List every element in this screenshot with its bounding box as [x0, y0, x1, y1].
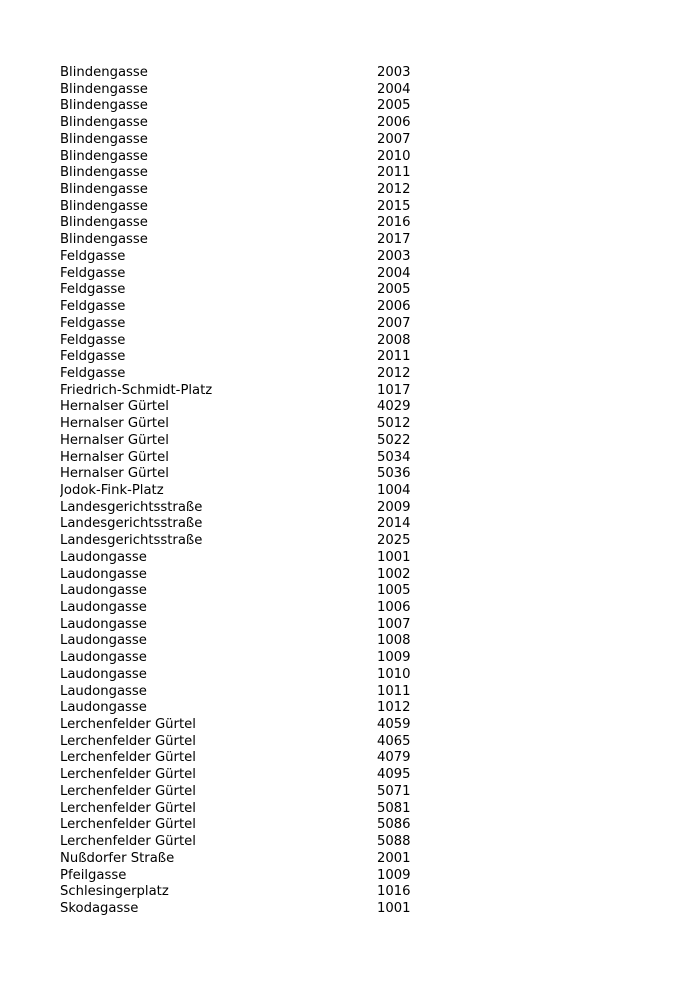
street-name-cell: Laudongasse	[60, 666, 147, 682]
street-name-cell: Feldgasse	[60, 248, 126, 264]
street-name-cell: Nußdorfer Straße	[60, 850, 175, 866]
code-cell: 2003	[377, 65, 411, 80]
code-cell: 5086	[377, 817, 411, 833]
table-row	[60, 868, 440, 885]
table-row	[60, 215, 440, 232]
street-name-cell: Friedrich-Schmidt-Platz	[60, 382, 213, 398]
code-cell: 1010	[377, 666, 411, 682]
street-name-cell: Blindengasse	[60, 98, 148, 114]
street-name-cell: Blindengasse	[60, 182, 148, 198]
street-code-table	[60, 65, 440, 918]
table-row	[60, 316, 440, 333]
table-row	[60, 65, 440, 82]
table-row	[60, 767, 440, 784]
table-row	[60, 717, 440, 734]
table-row	[60, 383, 440, 400]
street-name-cell: Blindengasse	[60, 65, 148, 80]
street-name-cell: Laudongasse	[60, 583, 147, 599]
table-row	[60, 633, 440, 650]
street-name-cell: Feldgasse	[60, 282, 126, 298]
table-row	[60, 149, 440, 166]
table-row	[60, 500, 440, 517]
street-name-cell: Hernalser Gürtel	[60, 416, 169, 432]
code-cell: 4095	[377, 767, 411, 783]
code-cell: 2007	[377, 131, 411, 147]
table-row	[60, 617, 440, 634]
code-cell: 5036	[377, 466, 411, 482]
street-name-cell: Lerchenfelder Gürtel	[60, 733, 196, 749]
table-row	[60, 450, 440, 467]
table-row	[60, 650, 440, 667]
code-cell: 2007	[377, 315, 411, 331]
street-name-cell: Hernalser Gürtel	[60, 449, 169, 465]
street-name-cell: Schlesingerplatz	[60, 884, 169, 900]
street-name-cell: Lerchenfelder Gürtel	[60, 834, 196, 850]
street-name-cell: Landesgerichtsstraße	[60, 499, 203, 515]
table-row	[60, 567, 440, 584]
code-cell: 5071	[377, 783, 411, 799]
table-row	[60, 132, 440, 149]
code-cell: 2011	[377, 349, 411, 365]
table-row	[60, 466, 440, 483]
table-row	[60, 817, 440, 834]
code-cell: 2010	[377, 148, 411, 164]
table-row	[60, 349, 440, 366]
street-name-cell: Feldgasse	[60, 365, 126, 381]
street-name-cell: Blindengasse	[60, 232, 148, 248]
table-row	[60, 901, 440, 918]
code-cell: 1001	[377, 900, 411, 916]
table-row	[60, 667, 440, 684]
code-cell: 1008	[377, 633, 411, 649]
code-cell: 2005	[377, 282, 411, 298]
code-cell: 2016	[377, 215, 411, 231]
table-row	[60, 165, 440, 182]
code-cell: 2001	[377, 850, 411, 866]
code-cell: 1001	[377, 549, 411, 565]
street-name-cell: Laudongasse	[60, 616, 147, 632]
code-cell: 4079	[377, 750, 411, 766]
street-name-cell: Blindengasse	[60, 165, 148, 181]
street-name-cell: Lerchenfelder Gürtel	[60, 800, 196, 816]
street-name-cell: Blindengasse	[60, 148, 148, 164]
code-cell: 4029	[377, 399, 411, 415]
table-row	[60, 734, 440, 751]
street-name-cell: Feldgasse	[60, 315, 126, 331]
code-cell: 5012	[377, 416, 411, 432]
code-cell: 2004	[377, 265, 411, 281]
street-name-cell: Lerchenfelder Gürtel	[60, 817, 196, 833]
table-row	[60, 801, 440, 818]
table-row	[60, 199, 440, 216]
code-cell: 2012	[377, 182, 411, 198]
code-cell: 1006	[377, 600, 411, 615]
street-name-cell: Skodagasse	[60, 900, 139, 916]
street-name-cell: Hernalser Gürtel	[60, 466, 169, 482]
street-name-cell: Landesgerichtsstraße	[60, 516, 203, 532]
table-row	[60, 366, 440, 383]
street-name-cell: Laudongasse	[60, 600, 147, 615]
street-name-cell: Hernalser Gürtel	[60, 399, 169, 415]
code-cell: 5081	[377, 800, 411, 816]
code-cell: 2004	[377, 81, 411, 97]
table-row	[60, 182, 440, 199]
table-row	[60, 98, 440, 115]
code-cell: 2006	[377, 115, 411, 131]
street-name-cell: Blindengasse	[60, 198, 148, 214]
table-row	[60, 282, 440, 299]
street-name-cell: Lerchenfelder Gürtel	[60, 750, 196, 766]
table-row	[60, 115, 440, 132]
street-name-cell: Feldgasse	[60, 332, 126, 348]
code-cell: 2003	[377, 248, 411, 264]
street-name-cell: Blindengasse	[60, 131, 148, 147]
table-row	[60, 784, 440, 801]
code-cell: 2011	[377, 165, 411, 181]
table-row	[60, 266, 440, 283]
street-name-cell: Feldgasse	[60, 349, 126, 365]
code-cell: 1002	[377, 566, 411, 582]
table-row	[60, 550, 440, 567]
table-row	[60, 399, 440, 416]
table-row	[60, 82, 440, 99]
code-cell: 1012	[377, 700, 411, 716]
table-row	[60, 249, 440, 266]
code-cell: 1009	[377, 650, 411, 666]
street-name-cell: Blindengasse	[60, 115, 148, 131]
code-cell: 5022	[377, 432, 411, 448]
table-row	[60, 533, 440, 550]
table-row	[60, 416, 440, 433]
street-name-cell: Lerchenfelder Gürtel	[60, 717, 196, 733]
code-cell: 2014	[377, 516, 411, 532]
street-name-cell: Blindengasse	[60, 215, 148, 231]
street-name-cell: Laudongasse	[60, 650, 147, 666]
table-row	[60, 583, 440, 600]
table-row	[60, 834, 440, 851]
street-name-cell: Lerchenfelder Gürtel	[60, 783, 196, 799]
code-cell: 2005	[377, 98, 411, 114]
street-name-cell: Jodok-Fink-Platz	[60, 482, 164, 498]
street-name-cell: Feldgasse	[60, 299, 126, 315]
table-row	[60, 884, 440, 901]
table-row	[60, 750, 440, 767]
code-cell: 5088	[377, 834, 411, 850]
code-cell: 5034	[377, 449, 411, 465]
code-cell: 2008	[377, 332, 411, 348]
table-row	[60, 700, 440, 717]
code-cell: 2015	[377, 198, 411, 214]
code-cell: 2017	[377, 232, 411, 248]
code-cell: 4059	[377, 717, 411, 733]
street-name-cell: Laudongasse	[60, 549, 147, 565]
table-row	[60, 299, 440, 316]
code-cell: 1017	[377, 382, 411, 398]
code-cell: 1005	[377, 583, 411, 599]
street-name-cell: Blindengasse	[60, 81, 148, 97]
table-row	[60, 232, 440, 249]
code-cell: 2009	[377, 499, 411, 515]
table-row	[60, 600, 440, 617]
street-name-cell: Hernalser Gürtel	[60, 432, 169, 448]
street-name-cell: Laudongasse	[60, 633, 147, 649]
code-cell: 1016	[377, 884, 411, 900]
table-row	[60, 483, 440, 500]
code-cell: 2025	[377, 533, 411, 549]
table-row	[60, 851, 440, 868]
code-cell: 1007	[377, 616, 411, 632]
street-name-cell: Landesgerichtsstraße	[60, 533, 203, 549]
code-cell: 1009	[377, 867, 411, 883]
table-row	[60, 516, 440, 533]
street-name-cell: Pfeilgasse	[60, 867, 127, 883]
code-cell: 2012	[377, 365, 411, 381]
code-cell: 4065	[377, 733, 411, 749]
street-name-cell: Lerchenfelder Gürtel	[60, 767, 196, 783]
table-row	[60, 684, 440, 701]
code-cell: 2006	[377, 299, 411, 315]
table-row	[60, 433, 440, 450]
street-name-cell: Feldgasse	[60, 265, 126, 281]
code-cell: 1004	[377, 482, 411, 498]
table-row	[60, 333, 440, 350]
code-cell: 1011	[377, 683, 411, 699]
street-name-cell: Laudongasse	[60, 566, 147, 582]
street-name-cell: Laudongasse	[60, 683, 147, 699]
street-name-cell: Laudongasse	[60, 700, 147, 716]
